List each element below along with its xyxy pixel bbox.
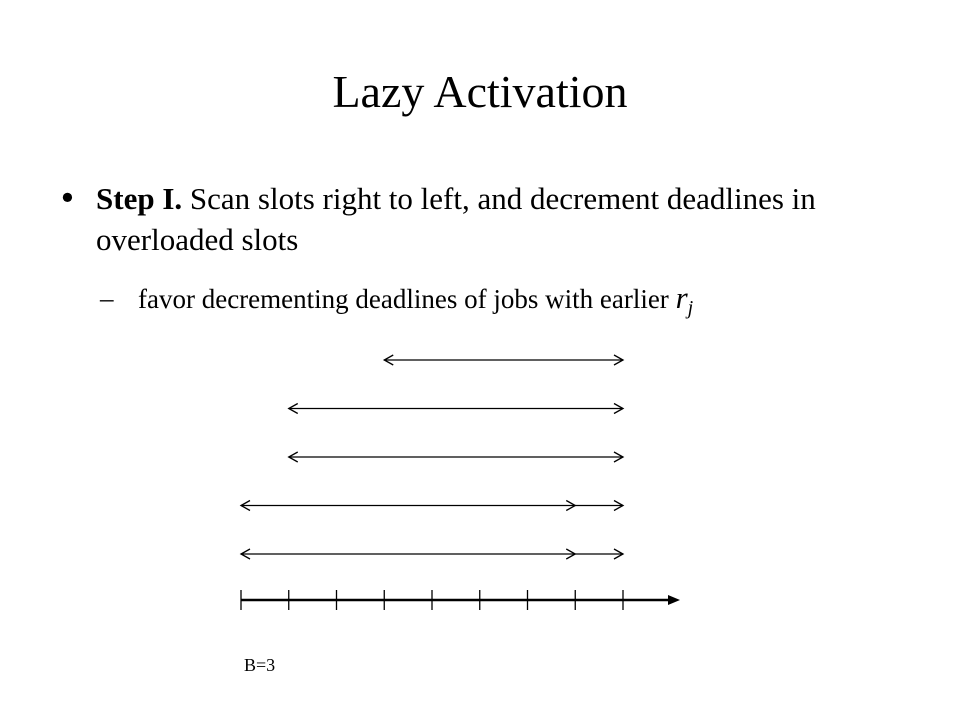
bullet-marker: • <box>58 179 77 217</box>
sub-bullet-marker: – <box>100 283 114 313</box>
slide-title: Lazy Activation <box>332 66 628 117</box>
release-time-subscript: j <box>687 297 694 319</box>
step-description: Scan slots right to left, and decrement deadlines in overloaded slots <box>96 181 816 257</box>
step-label: Step I. <box>96 181 183 216</box>
release-time-variable: r <box>675 280 688 315</box>
time-axis-arrowhead <box>668 595 680 605</box>
capacity-label: B=3 <box>244 655 276 675</box>
sub-bullet-description: favor decrementing deadlines of jobs with earlier <box>138 284 669 314</box>
